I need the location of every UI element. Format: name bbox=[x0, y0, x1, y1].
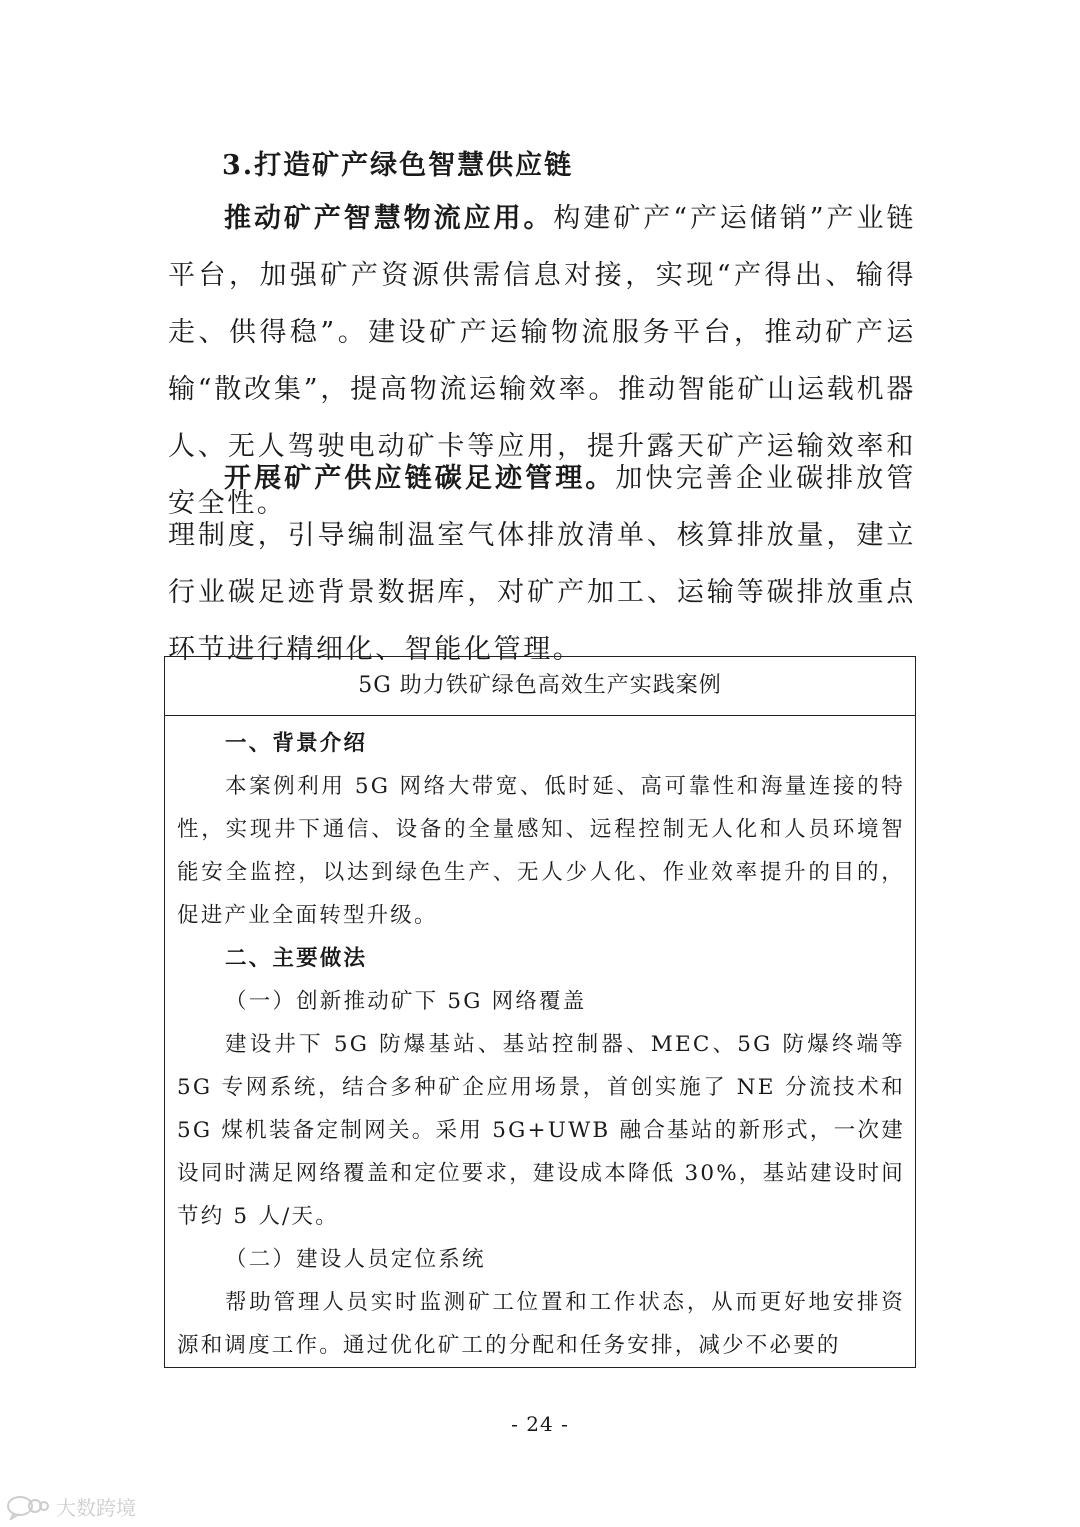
case-body bbox=[165, 716, 915, 1367]
case-subheading-5g-coverage: （一）创新推动矿下 5G 网络覆盖 bbox=[225, 989, 587, 1014]
section-title: 3.打造矿产绿色智慧供应链 bbox=[222, 150, 574, 181]
page-number: - 24 - bbox=[511, 1412, 569, 1436]
watermark-text: 大数跨境 bbox=[56, 1496, 136, 1520]
case-background-text: 本案例利用 5G 网络大带宽、低时延、高可靠性和海量连接的特性，实现井下通信、设备的全量感知、远程控制无人化和人员环境智能安全监控，以达到绿色生产、无人少人化、作业效率提升的目的，促进产业全面转型升级。 bbox=[177, 774, 905, 928]
paragraph-carbon-footprint bbox=[168, 450, 916, 678]
case-heading-methods: 二、主要做法 bbox=[225, 946, 368, 971]
case-study-box bbox=[164, 656, 916, 1368]
paragraph-lead: 开展矿产供应链碳足迹管理。 bbox=[224, 463, 616, 494]
case-title: 5G 助力铁矿绿色高效生产实践案例 bbox=[165, 657, 915, 716]
case-subheading-positioning: （二）建设人员定位系统 bbox=[225, 1247, 486, 1272]
paragraph-lead: 推动矿产智慧物流应用。 bbox=[224, 203, 554, 234]
case-5g-coverage-text: 建设井下 5G 防爆基站、基站控制器、MEC、5G 防爆终端等 5G 专网系统，结合多种矿企应用场景，首创实施了 NE 分流技术和 5G 煤机装备定制网关。采用 5G+UWB 融合基站的新形式，一次建设同时满足网络覆盖和定位要求，建设成本降低 30%，基站建设时间节约 5 人/天。 bbox=[177, 1032, 905, 1229]
paragraph-text: 加快完善企业碳排放管理制度，引导编制温室气体排放清单、核算排放量，建立行业碳足迹背景数据库，对矿产加工、运输等碳排放重点环节进行精细化、智能化管理。 bbox=[168, 463, 916, 665]
chat-bubble-logo-icon bbox=[6, 1494, 50, 1520]
case-positioning-text: 帮助管理人员实时监测矿工位置和工作状态，从而更好地安排资源和调度工作。通过优化矿工的分配和任务安排，减少不必要的 bbox=[177, 1290, 905, 1358]
paragraph-text: 构建矿产“产运储销”产业链平台，加强矿产资源供需信息对接，实现“产得出、输得走、供得稳”。建设矿产运输物流服务平台，推动矿产运输“散改集”，提高物流运输效率。推动智能矿山运载机器人、无人驾驶电动矿卡等应用，提升露天矿产运输效率和安全性。 bbox=[168, 203, 916, 519]
case-heading-background: 一、背景介绍 bbox=[225, 731, 368, 756]
watermark bbox=[6, 1492, 136, 1521]
